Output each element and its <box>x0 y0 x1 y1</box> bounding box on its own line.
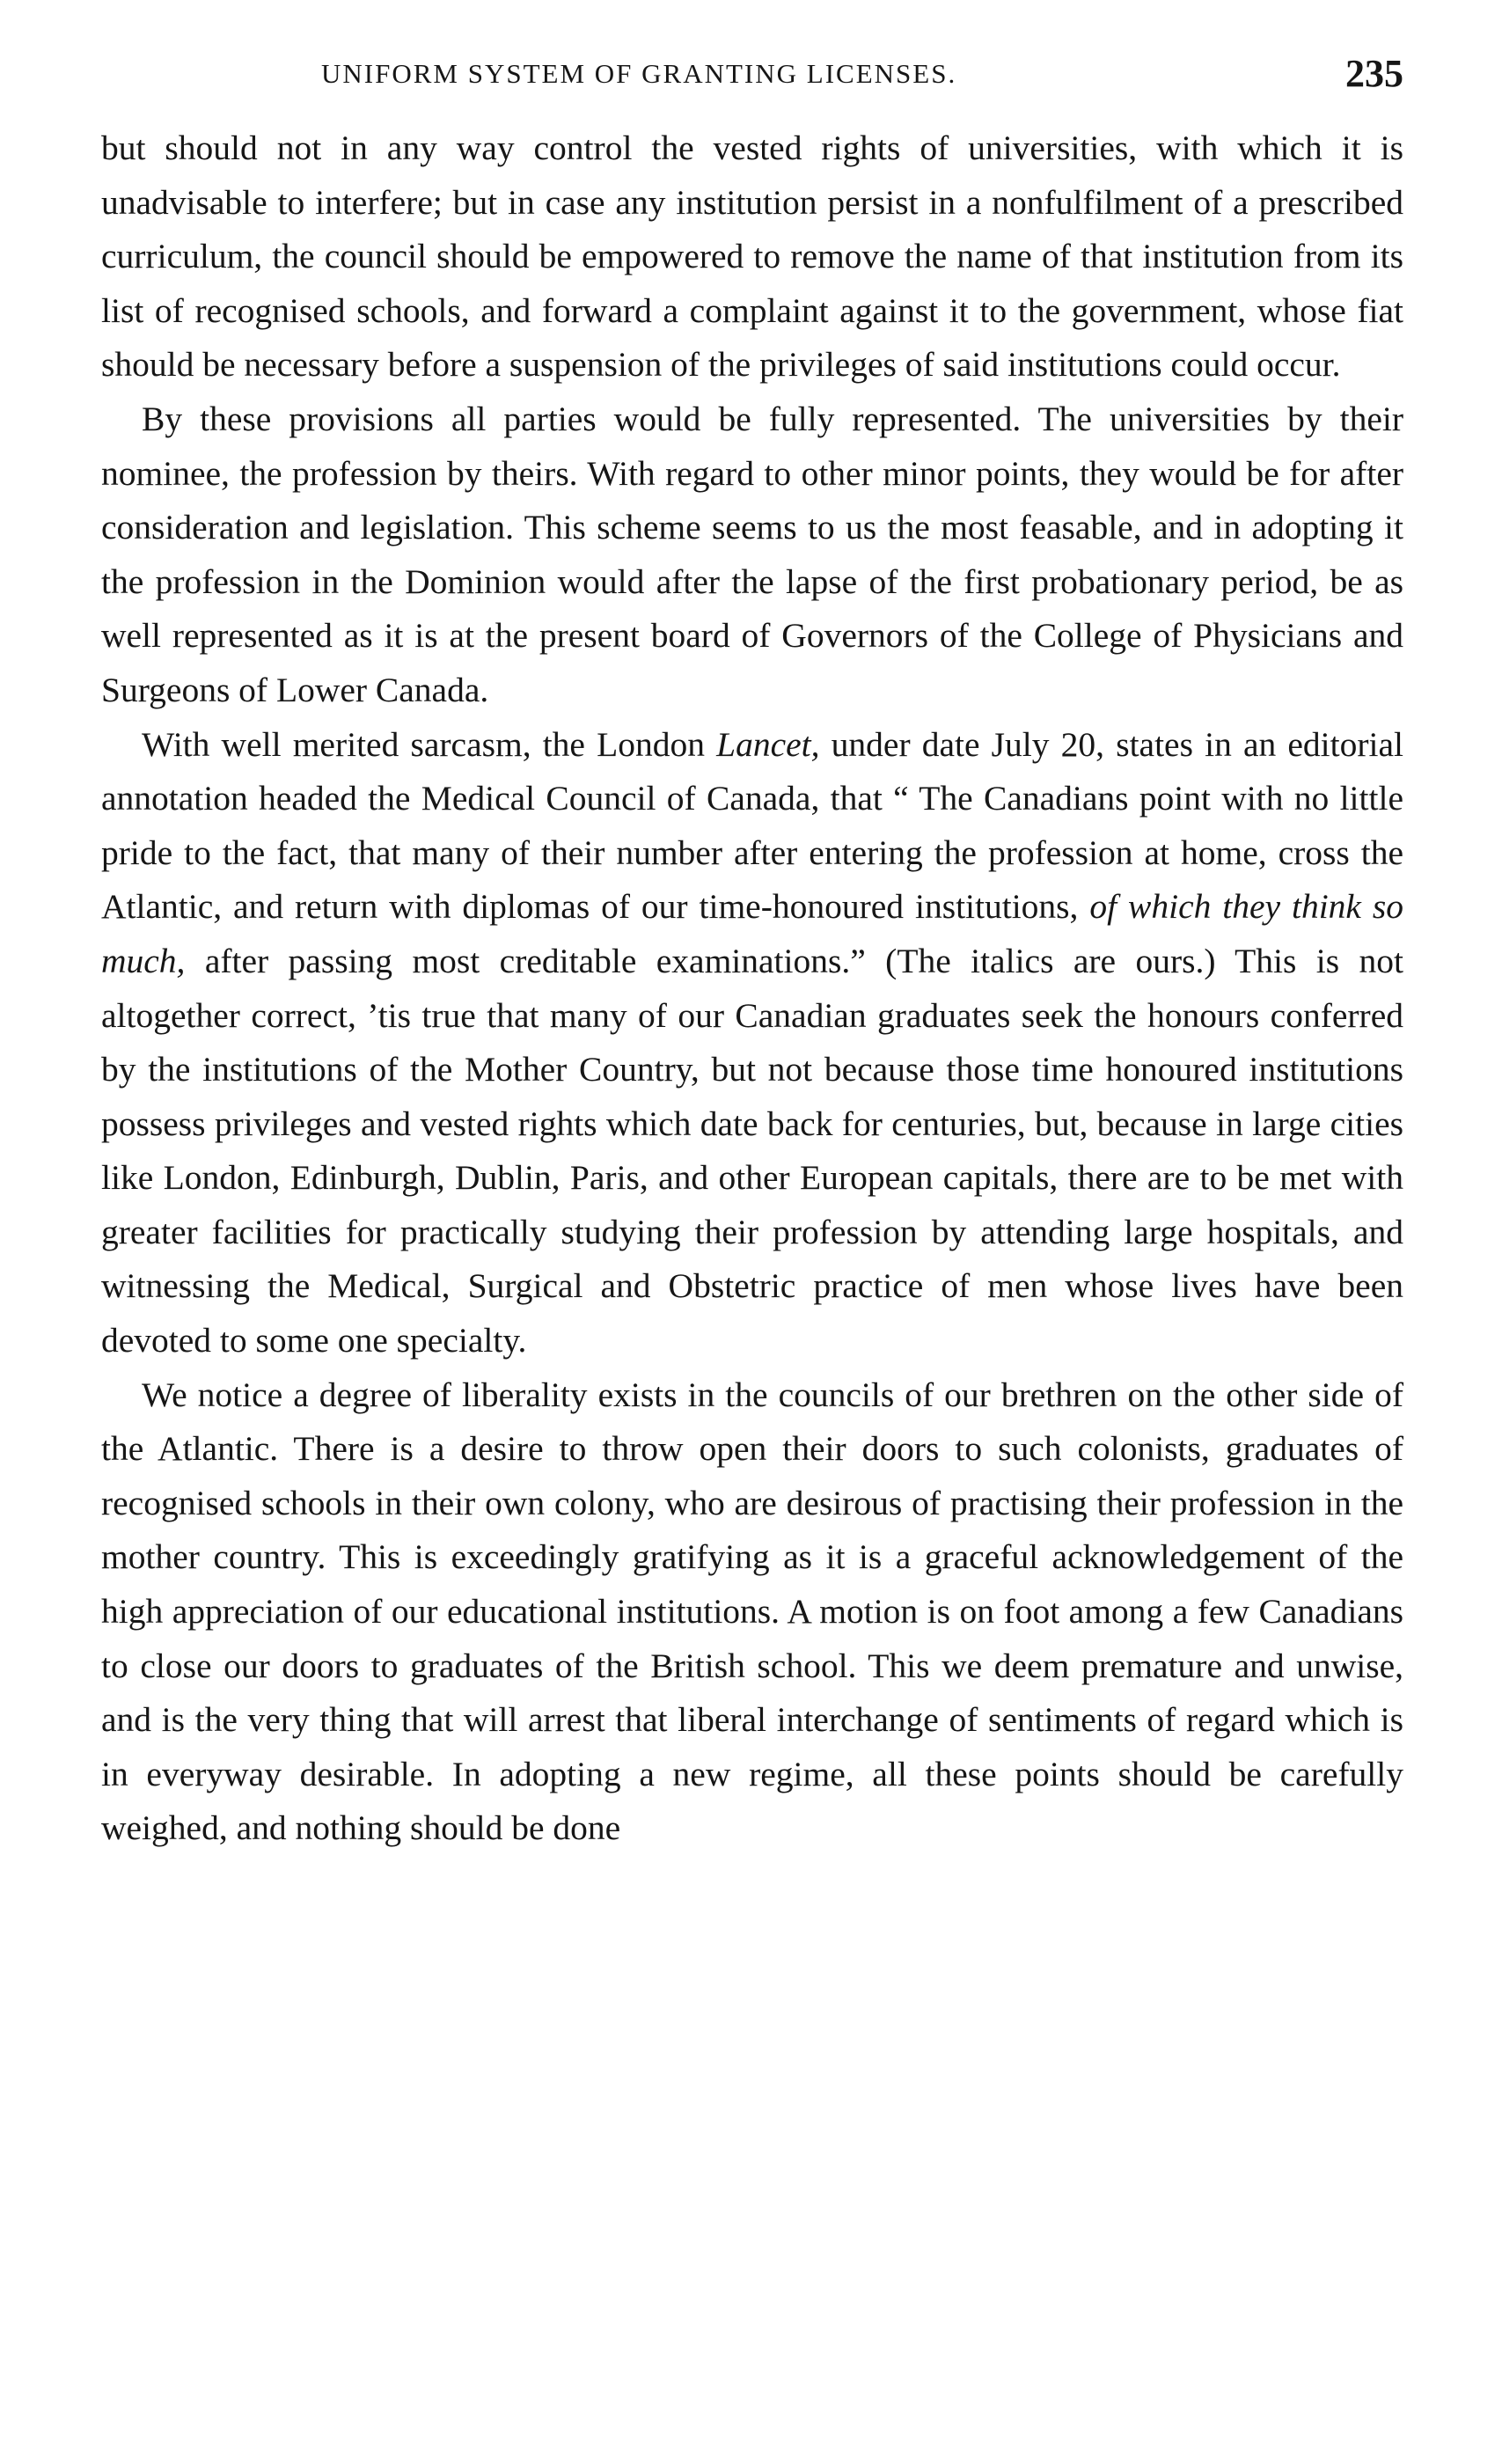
body-text <box>101 121 1403 1856</box>
running-title: UNIFORM SYSTEM OF GRANTING LICENSES. <box>321 58 957 89</box>
paragraph-continuation: but should not in any way control the vested rights of universities, with which it is unadvisable to interfere; but in case any institution persist in a nonfulfilment of a prescribed curriculum, the council should be empowered to remove the name of that institution from its list of recognised schools, and forward a complaint against it to the government, whose fiat should be necessary before a suspension of the privileges of said institutions could occur. <box>101 128 1403 385</box>
page-number: 235 <box>1345 52 1403 95</box>
lancet-text-middle: under date July 20, states in an editorial annotation headed the Medical Council of Canada, that “ The Canadians point with no little pride to the fact, that many of their number after entering the profession at home, cross the Atlantic, and return with diplomas of our time-honoured institutions, <box>101 724 1403 927</box>
lancet-text-before: With well merited sarcasm, the London <box>142 724 717 764</box>
running-header <box>101 51 1403 121</box>
lancet-text-after: after passing most creditable examinations.” (The italics are ours.) This is not altogether correct, ’tis true that many of our Canadian graduates seek the honours conferred by the institutions of the Mother Country, but not because those time honoured institutions possess privileges and vested rights which date back for centuries, but, because in large cities like London, Edinburgh, Dublin, Paris, and other European capitals, there are to be met with greater facilities for practically studying their profession by attending large hospitals, and witnessing the Medical, Surgical and Obstetric practice of men whose lives have been devoted to some one specialty. <box>101 941 1403 1360</box>
document-page <box>101 51 1403 1856</box>
paragraph-liberality: We notice a degree of liberality exists in the councils of our brethren on the other side of the Atlantic. There is a desire to throw open their doors to such colonists, graduates of recognised schools in their own colony, who are desirous of practising their profession in the mother country. This is exceedingly gratifying as it is a graceful acknowledgement of the high appreciation of our educational institutions. A motion is on foot among a few Canadians to close our doors to graduates of the British school. This we deem premature and unwise, and is the very thing that will arrest that liberal interchange of sentiments of regard which is in everyway desirable. In adopting a new regime, all these points should be carefully weighed, and nothing should be done <box>101 1375 1403 1848</box>
quoted-italic-phrase: of which they think so much, <box>101 887 1404 980</box>
lancet-title-italic: Lancet, <box>716 724 820 764</box>
paragraph-provisions: By these provisions all parties would be fully represented. The universities by their nominee, the profession by theirs. With regard to other minor points, they would be for after consideration and legislation. This scheme seems to us the most feasable, and in adopting it the profession in the Dominion would after the lapse of the first probationary period, be as well represented as it is at the present board of Governors of the College of Physicians and Surgeons of Lower Canada. <box>101 399 1403 709</box>
paragraph-lancet <box>101 718 1403 1368</box>
